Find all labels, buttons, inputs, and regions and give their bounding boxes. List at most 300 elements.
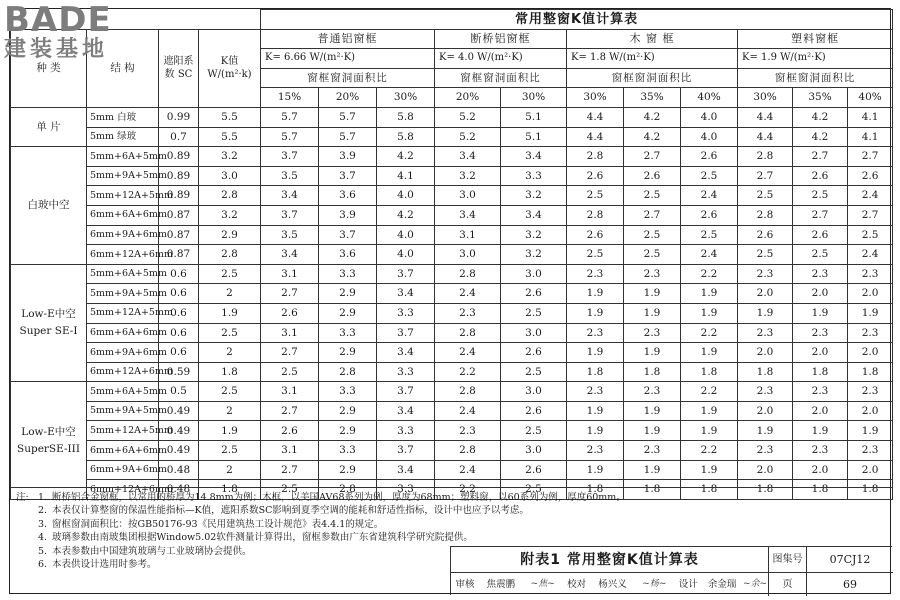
window-k-cell: 5.7 — [319, 127, 377, 147]
window-k-cell: 5.7 — [319, 107, 377, 127]
reviewer-signature: ~焦~ — [530, 579, 555, 589]
note-text: 窗框窗洞面积比：按GB50176-93《民用建筑热工设计规范》表4.4.1的规定。 — [52, 518, 384, 530]
checker-signature: ~杨~ — [642, 579, 667, 589]
window-k-cell: 2.0 — [738, 284, 793, 304]
window-k-cell: 3.7 — [319, 166, 377, 186]
table-row — [11, 225, 893, 245]
window-k-cell: 2.5 — [738, 245, 793, 265]
window-k-cell: 2.9 — [319, 421, 377, 441]
design-label: 设计 — [678, 579, 698, 590]
window-k-cell: 3.3 — [377, 480, 435, 500]
table-row — [11, 323, 893, 343]
window-k-cell: 2.8 — [319, 480, 377, 500]
window-k-cell: 4.4 — [738, 127, 793, 147]
note-line — [16, 491, 886, 504]
window-k-cell: 1.8 — [793, 480, 848, 500]
sc-cell: 0.59 — [159, 362, 199, 382]
window-k-cell: 3.7 — [261, 205, 319, 225]
table-row — [11, 205, 893, 225]
window-k-cell: 2.3 — [624, 323, 681, 343]
window-k-cell: 3.9 — [319, 147, 377, 167]
window-k-cell: 2.0 — [793, 284, 848, 304]
table-row — [11, 362, 893, 382]
window-k-cell: 3.6 — [319, 186, 377, 206]
window-k-cell: 4.0 — [681, 127, 738, 147]
window-k-cell: 2.5 — [624, 245, 681, 265]
window-k-cell: 2.0 — [793, 401, 848, 421]
window-k-cell: 4.0 — [377, 225, 435, 245]
sc-cell: 0.6 — [159, 284, 199, 304]
notes-prefix: 注: — [16, 492, 29, 503]
sc-cell: 0.89 — [159, 147, 199, 167]
window-k-cell: 3.3 — [319, 264, 377, 284]
window-k-cell: 4.0 — [377, 186, 435, 206]
ratio-value: 30% — [501, 88, 567, 108]
window-k-cell: 3.7 — [377, 441, 435, 461]
sc-cell: 0.49 — [159, 441, 199, 461]
window-k-cell: 3.4 — [261, 186, 319, 206]
note-number-wrap — [16, 558, 52, 571]
window-k-cell: 2.5 — [793, 245, 848, 265]
ratio-value: 35% — [624, 88, 681, 108]
window-k-cell: 4.2 — [624, 107, 681, 127]
window-k-cell: 3.1 — [261, 441, 319, 461]
window-k-cell: 5.1 — [501, 127, 567, 147]
window-k-cell: 2.3 — [848, 323, 893, 343]
window-k-cell: 1.9 — [624, 421, 681, 441]
window-k-cell: 1.8 — [624, 362, 681, 382]
window-k-cell: 3.0 — [501, 382, 567, 402]
window-k-cell: 1.9 — [624, 401, 681, 421]
table-row — [11, 303, 893, 323]
structure-cell: 5mm+9A+5mm — [87, 284, 159, 304]
window-k-cell: 2.0 — [848, 401, 893, 421]
structure-cell: 5mm+12A+5mm — [87, 421, 159, 441]
window-k-cell: 4.1 — [848, 127, 893, 147]
signature-row — [451, 573, 769, 596]
note-text: 本表仅计算整窗的保温性能指标—K值，遮阳系数SC影响到夏季空调的能耗和舒适性指标，设计中也应予以考虑。 — [52, 505, 529, 517]
k-cell: 1.8 — [199, 480, 261, 500]
note-number: 6. — [38, 559, 48, 571]
window-k-cell: 2.8 — [435, 323, 501, 343]
window-k-cell: 2.5 — [261, 362, 319, 382]
window-k-cell: 2.3 — [624, 264, 681, 284]
window-k-cell: 1.9 — [793, 303, 848, 323]
title-block — [450, 546, 892, 595]
window-k-cell: 1.9 — [624, 284, 681, 304]
window-k-cell: 2.3 — [624, 441, 681, 461]
window-k-cell: 2.4 — [848, 245, 893, 265]
window-k-cell: 2.6 — [567, 225, 624, 245]
note-number-wrap — [16, 531, 52, 544]
structure-cell: 5mm+12A+5mm — [87, 186, 159, 206]
window-k-cell: 4.4 — [567, 127, 624, 147]
reviewer-name: 焦震鹏 — [486, 579, 516, 590]
window-k-cell: 5.7 — [261, 107, 319, 127]
window-k-cell: 1.9 — [848, 421, 893, 441]
appendix-caption: 附表1 常用整窗K值计算表 — [451, 547, 769, 573]
note-number: 2. — [38, 505, 48, 517]
ratio-value: 15% — [261, 88, 319, 108]
window-k-cell: 1.8 — [567, 480, 624, 500]
frame-name: 木 窗 框 — [567, 29, 738, 49]
window-k-cell: 1.8 — [624, 480, 681, 500]
window-k-cell: 1.8 — [681, 362, 738, 382]
window-k-cell: 1.9 — [624, 303, 681, 323]
window-k-cell: 2.2 — [681, 264, 738, 284]
sc-cell: 0.7 — [159, 127, 199, 147]
window-k-cell: 2.5 — [738, 186, 793, 206]
drawing-sheet — [9, 8, 891, 594]
sc-header: 遮阳系数 SC — [159, 29, 199, 107]
window-k-cell: 2.2 — [435, 362, 501, 382]
sc-cell: 0.6 — [159, 323, 199, 343]
frame-k-value: K= 1.8 W/(m²·K) — [567, 49, 738, 69]
frame-name: 塑料窗框 — [738, 29, 893, 49]
window-k-cell: 3.3 — [319, 382, 377, 402]
frame-k-value: K= 6.66 W/(m²·K) — [261, 49, 435, 69]
window-k-cell: 3.5 — [261, 166, 319, 186]
window-k-cell: 2.6 — [567, 166, 624, 186]
window-k-cell: 3.4 — [377, 401, 435, 421]
table-row — [11, 460, 893, 480]
structure-cell: 5mm+12A+5mm — [87, 303, 159, 323]
frame-name: 断桥铝窗框 — [435, 29, 567, 49]
window-k-cell: 2.7 — [793, 205, 848, 225]
window-k-cell: 2.5 — [681, 225, 738, 245]
window-k-cell: 1.9 — [738, 421, 793, 441]
window-k-cell: 2.8 — [319, 362, 377, 382]
window-k-cell: 1.9 — [681, 401, 738, 421]
k-value-table — [10, 9, 893, 500]
k-cell: 5.5 — [199, 127, 261, 147]
window-k-cell: 5.7 — [261, 127, 319, 147]
window-k-cell: 4.2 — [377, 147, 435, 167]
structure-cell: 6mm+12A+6mm — [87, 245, 159, 265]
k-cell: 2.9 — [199, 225, 261, 245]
window-k-cell: 3.0 — [435, 245, 501, 265]
window-k-cell: 3.0 — [501, 441, 567, 461]
window-k-cell: 2.3 — [738, 382, 793, 402]
window-k-cell: 2.7 — [261, 284, 319, 304]
window-k-cell: 2.6 — [738, 225, 793, 245]
window-k-cell: 2.2 — [681, 382, 738, 402]
window-k-cell: 2.7 — [261, 343, 319, 363]
window-k-cell: 2.0 — [793, 343, 848, 363]
note-line — [16, 518, 886, 531]
structure-cell: 5mm+6A+5mm — [87, 382, 159, 402]
window-k-cell: 2.5 — [501, 421, 567, 441]
window-k-cell: 2.4 — [435, 284, 501, 304]
window-k-cell: 2.4 — [681, 186, 738, 206]
window-k-cell: 2.7 — [848, 147, 893, 167]
ratio-value: 30% — [377, 88, 435, 108]
window-k-cell: 1.8 — [793, 362, 848, 382]
structure-cell: 5mm 白玻 — [87, 107, 159, 127]
window-k-cell: 2.3 — [848, 441, 893, 461]
window-k-cell: 2.6 — [261, 421, 319, 441]
group-name: Low-E中空 Super SE-I — [11, 264, 87, 382]
k-cell: 2.8 — [199, 245, 261, 265]
window-k-cell: 2.8 — [435, 264, 501, 284]
note-number-wrap — [16, 491, 52, 504]
window-k-cell: 3.7 — [319, 225, 377, 245]
structure-cell: 5mm 绿玻 — [87, 127, 159, 147]
window-k-cell: 3.0 — [501, 264, 567, 284]
k-cell: 2.8 — [199, 186, 261, 206]
group-name: Low-E中空 SuperSE-III — [11, 382, 87, 500]
k-cell: 3.2 — [199, 205, 261, 225]
window-k-cell: 5.8 — [377, 107, 435, 127]
note-line — [16, 504, 886, 517]
window-k-cell: 3.4 — [435, 205, 501, 225]
window-k-cell: 2.0 — [848, 460, 893, 480]
window-k-cell: 4.1 — [848, 107, 893, 127]
sc-cell: 0.6 — [159, 343, 199, 363]
table-row — [11, 127, 893, 147]
k-cell: 2 — [199, 460, 261, 480]
window-k-cell: 1.9 — [567, 303, 624, 323]
window-k-cell: 2.3 — [738, 323, 793, 343]
window-k-cell: 2.9 — [319, 401, 377, 421]
window-k-cell: 1.9 — [848, 303, 893, 323]
table-row — [11, 284, 893, 304]
structure-cell: 6mm+12A+6mm — [87, 362, 159, 382]
window-k-cell: 3.1 — [435, 225, 501, 245]
window-k-cell: 2.5 — [681, 166, 738, 186]
sc-cell: 0.6 — [159, 264, 199, 284]
window-k-cell: 2.5 — [261, 480, 319, 500]
structure-cell: 6mm+12A+6mm — [87, 480, 159, 500]
structure-cell: 6mm+9A+6mm — [87, 225, 159, 245]
window-k-cell: 2.2 — [681, 441, 738, 461]
k-cell: 1.9 — [199, 303, 261, 323]
window-k-cell: 2.6 — [624, 166, 681, 186]
ratio-header: 窗框窗洞面积比 — [738, 68, 893, 88]
window-k-cell: 2.4 — [435, 460, 501, 480]
window-k-cell: 2.4 — [848, 186, 893, 206]
window-k-cell: 3.4 — [377, 460, 435, 480]
watermark-subtitle: 建装基地 — [4, 37, 109, 62]
window-k-cell: 2.0 — [848, 284, 893, 304]
window-k-cell: 4.2 — [793, 127, 848, 147]
window-k-cell: 3.3 — [319, 441, 377, 461]
window-k-cell: 2.6 — [793, 166, 848, 186]
window-k-cell: 2.3 — [793, 441, 848, 461]
window-k-cell: 2.0 — [738, 460, 793, 480]
k-cell: 5.5 — [199, 107, 261, 127]
atlas-number: 07CJ12 — [807, 547, 893, 573]
window-k-cell: 2.3 — [567, 441, 624, 461]
window-k-cell: 2.6 — [501, 460, 567, 480]
window-k-cell: 2.8 — [435, 382, 501, 402]
window-k-cell: 2.8 — [738, 205, 793, 225]
window-k-cell: 2.8 — [738, 147, 793, 167]
window-k-cell: 1.9 — [738, 303, 793, 323]
window-k-cell: 3.1 — [261, 264, 319, 284]
note-text: 玻璃参数由南玻集团根据Window5.02软件测量计算得出，窗框参数由广东省建筑科学研究院提供。 — [52, 532, 473, 544]
k-cell: 2.5 — [199, 264, 261, 284]
window-k-cell: 3.3 — [319, 323, 377, 343]
window-k-cell: 3.2 — [435, 166, 501, 186]
window-k-cell: 4.4 — [738, 107, 793, 127]
k-cell: 3.0 — [199, 166, 261, 186]
window-k-cell: 1.9 — [567, 401, 624, 421]
table-row — [11, 186, 893, 206]
window-k-cell: 1.9 — [567, 421, 624, 441]
window-k-cell: 2.7 — [848, 205, 893, 225]
window-k-cell: 1.9 — [567, 460, 624, 480]
window-k-cell: 3.4 — [501, 205, 567, 225]
window-k-cell: 2.6 — [681, 147, 738, 167]
window-k-cell: 3.2 — [501, 225, 567, 245]
window-k-cell: 2.4 — [681, 245, 738, 265]
window-k-cell: 3.3 — [377, 362, 435, 382]
window-k-cell: 3.1 — [261, 382, 319, 402]
frame-name: 普通铝窗框 — [261, 29, 435, 49]
window-k-cell: 2.4 — [435, 343, 501, 363]
review-label: 审核 — [455, 579, 475, 590]
note-text: 本表供设计选用时参考。 — [52, 559, 157, 571]
kvalue-header: K值 W/(m²·k) — [199, 29, 261, 107]
window-k-cell: 2.2 — [435, 480, 501, 500]
structure-cell: 5mm+9A+5mm — [87, 401, 159, 421]
window-k-cell: 2.3 — [435, 303, 501, 323]
window-k-cell: 2.0 — [738, 401, 793, 421]
window-k-cell: 1.8 — [848, 362, 893, 382]
window-k-cell: 2.6 — [848, 166, 893, 186]
ratio-header: 窗框窗洞面积比 — [567, 68, 738, 88]
window-k-cell: 2.7 — [738, 166, 793, 186]
structure-cell: 6mm+6A+6mm — [87, 323, 159, 343]
window-k-cell: 3.5 — [261, 225, 319, 245]
ratio-value: 30% — [567, 88, 624, 108]
note-text: 本表参数由中国建筑玻璃与工业玻璃协会提供。 — [52, 545, 252, 557]
sc-cell: 0.48 — [159, 460, 199, 480]
window-k-cell: 3.4 — [377, 284, 435, 304]
k-cell: 3.2 — [199, 147, 261, 167]
window-k-cell: 3.2 — [501, 245, 567, 265]
window-k-cell: 2.7 — [261, 401, 319, 421]
window-k-cell: 2.5 — [501, 480, 567, 500]
window-k-cell: 3.9 — [319, 205, 377, 225]
window-k-cell: 4.4 — [567, 107, 624, 127]
window-k-cell: 2.9 — [319, 460, 377, 480]
window-k-cell: 5.2 — [435, 107, 501, 127]
check-label: 校对 — [567, 579, 587, 590]
ratio-header: 窗框窗洞面积比 — [261, 68, 435, 88]
window-k-cell: 1.8 — [738, 362, 793, 382]
k-cell: 2.5 — [199, 323, 261, 343]
window-k-cell: 5.8 — [377, 127, 435, 147]
watermark-brand: BADE — [4, 0, 112, 40]
structure-header: 结 构 — [87, 29, 159, 107]
window-k-cell: 1.9 — [567, 343, 624, 363]
structure-cell: 6mm+6A+6mm — [87, 205, 159, 225]
designer-name: 余金瑞 — [707, 579, 737, 590]
window-k-cell: 2.7 — [261, 460, 319, 480]
note-text: 断桥铝合金窗框，以常用的桥厚为14.8mm为例；木框，以美国AV68系列为例，厚度为68mm；塑料窗，以60系列为例，厚度60mm。 — [52, 492, 626, 503]
window-k-cell: 3.2 — [501, 186, 567, 206]
window-k-cell: 2.8 — [567, 205, 624, 225]
sc-cell: 0.89 — [159, 186, 199, 206]
window-k-cell: 1.8 — [567, 362, 624, 382]
window-k-cell: 1.9 — [681, 284, 738, 304]
window-k-cell: 1.9 — [681, 421, 738, 441]
table-row — [11, 343, 893, 363]
window-k-cell: 1.9 — [567, 284, 624, 304]
window-k-cell: 2.3 — [567, 323, 624, 343]
window-k-cell: 2.0 — [848, 343, 893, 363]
note-number: 1. — [38, 492, 48, 503]
window-k-cell: 1.9 — [624, 343, 681, 363]
ratio-value: 20% — [435, 88, 501, 108]
window-k-cell: 5.2 — [435, 127, 501, 147]
window-k-cell: 2.0 — [793, 460, 848, 480]
watermark-logo — [4, 2, 154, 62]
window-k-cell: 2.6 — [501, 284, 567, 304]
k-cell: 1.8 — [199, 362, 261, 382]
window-k-cell: 3.4 — [501, 147, 567, 167]
window-k-cell: 2.6 — [261, 303, 319, 323]
window-k-cell: 2.3 — [793, 323, 848, 343]
window-k-cell: 3.6 — [319, 245, 377, 265]
ratio-value: 35% — [793, 88, 848, 108]
atlas-label: 图集号 — [769, 547, 807, 573]
window-k-cell: 1.9 — [624, 460, 681, 480]
table-row — [11, 421, 893, 441]
sc-cell: 0.99 — [159, 107, 199, 127]
window-k-cell: 2.7 — [624, 147, 681, 167]
k-cell: 2.5 — [199, 382, 261, 402]
window-k-cell: 2.3 — [793, 382, 848, 402]
sc-cell: 0.48 — [159, 480, 199, 500]
sc-cell: 0.87 — [159, 225, 199, 245]
note-line — [16, 531, 886, 544]
window-k-cell: 2.4 — [435, 401, 501, 421]
window-k-cell: 1.9 — [681, 303, 738, 323]
window-k-cell: 2.5 — [624, 186, 681, 206]
sc-cell: 0.49 — [159, 421, 199, 441]
table-row — [11, 441, 893, 461]
window-k-cell: 2.3 — [738, 264, 793, 284]
window-k-cell: 1.8 — [738, 480, 793, 500]
window-k-cell: 4.2 — [377, 205, 435, 225]
structure-cell: 5mm+6A+5mm — [87, 147, 159, 167]
sc-cell: 0.89 — [159, 166, 199, 186]
page-number: 69 — [843, 578, 857, 591]
table-row — [11, 147, 893, 167]
structure-cell: 5mm+9A+5mm — [87, 166, 159, 186]
note-number-wrap — [16, 504, 52, 517]
window-k-cell: 2.8 — [435, 441, 501, 461]
structure-cell: 6mm+9A+6mm — [87, 460, 159, 480]
window-k-cell: 3.4 — [261, 245, 319, 265]
k-cell: 2.5 — [199, 441, 261, 461]
kind-header: 种 类 — [11, 29, 87, 107]
window-k-cell: 2.6 — [501, 343, 567, 363]
window-k-cell: 2.6 — [681, 205, 738, 225]
table-row — [11, 245, 893, 265]
window-k-cell: 4.2 — [793, 107, 848, 127]
window-k-cell: 1.8 — [681, 480, 738, 500]
window-k-cell: 1.9 — [793, 421, 848, 441]
window-k-cell: 3.3 — [501, 166, 567, 186]
table-row — [11, 107, 893, 127]
window-k-cell: 2.5 — [624, 225, 681, 245]
window-k-cell: 2.5 — [501, 303, 567, 323]
ratio-value: 30% — [738, 88, 793, 108]
